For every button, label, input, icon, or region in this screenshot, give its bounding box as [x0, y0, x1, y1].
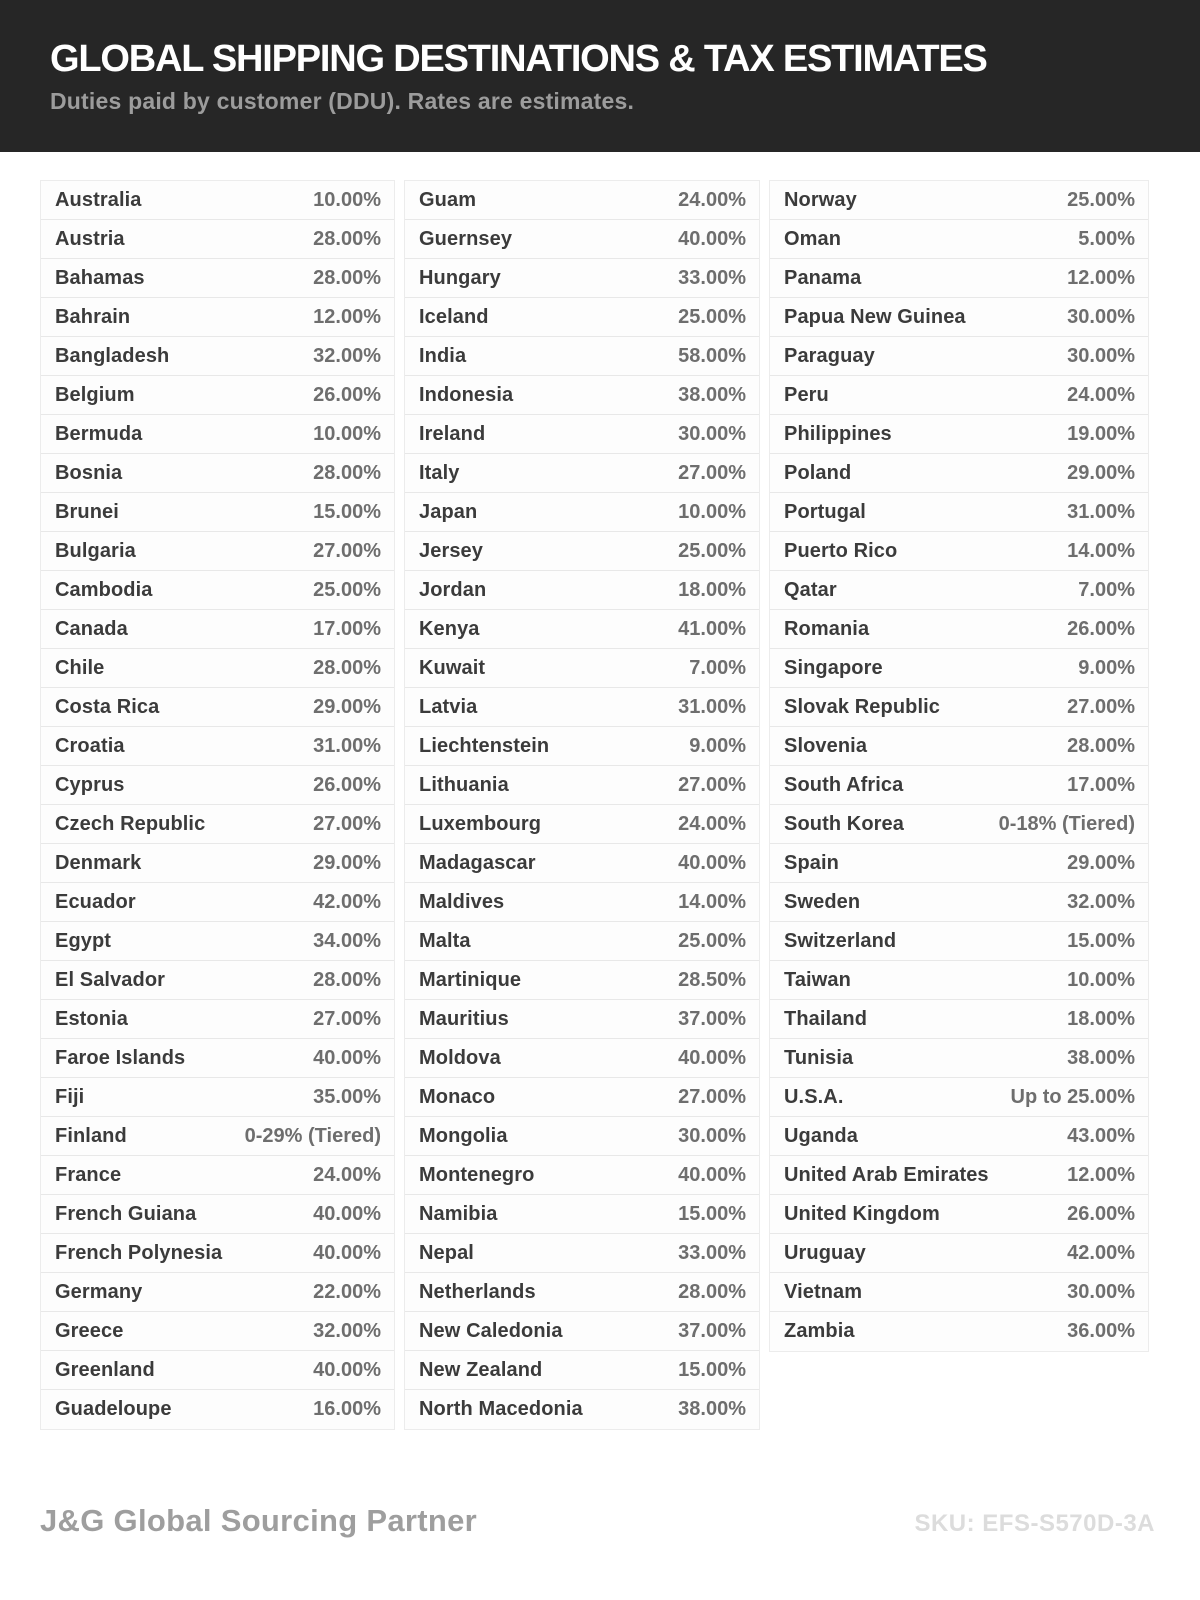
- tax-rate-value: 29.00%: [313, 695, 381, 718]
- country-name: Romania: [784, 617, 870, 640]
- country-name: Fiji: [55, 1085, 85, 1108]
- country-name: Oman: [784, 227, 842, 250]
- country-name: El Salvador: [55, 968, 166, 991]
- country-name: Croatia: [55, 734, 125, 757]
- rate-row: [41, 259, 394, 298]
- tax-rate-value: 30.00%: [678, 1124, 746, 1147]
- country-name: Poland: [784, 461, 852, 484]
- rate-row: [770, 727, 1148, 766]
- rate-row: [41, 415, 394, 454]
- country-name: Ecuador: [55, 890, 136, 913]
- country-name: Malta: [419, 929, 471, 952]
- country-name: French Polynesia: [55, 1241, 223, 1264]
- rate-row: [770, 493, 1148, 532]
- rate-row: [770, 376, 1148, 415]
- tax-rate-value: 27.00%: [678, 461, 746, 484]
- country-name: Peru: [784, 383, 829, 406]
- country-name: Nepal: [419, 1241, 474, 1264]
- rate-row: [41, 727, 394, 766]
- country-name: Germany: [55, 1280, 143, 1303]
- rate-row: [405, 883, 759, 922]
- tax-rate-value: 33.00%: [678, 266, 746, 289]
- page-title: GLOBAL SHIPPING DESTINATIONS & TAX ESTIMATES: [50, 37, 987, 80]
- rate-row: [405, 1312, 759, 1351]
- tax-rate-value: 43.00%: [1067, 1124, 1135, 1147]
- tax-rate-value: 42.00%: [313, 890, 381, 913]
- tax-rate-value: 32.00%: [1067, 890, 1135, 913]
- tax-rate-value: 14.00%: [678, 890, 746, 913]
- tax-rate-value: 31.00%: [1067, 500, 1135, 523]
- tax-rate-value: 28.00%: [313, 227, 381, 250]
- rate-row: [770, 1000, 1148, 1039]
- tax-rate-value: 37.00%: [678, 1319, 746, 1342]
- tax-rate-value: 32.00%: [313, 1319, 381, 1342]
- rate-row: [770, 1195, 1148, 1234]
- tax-rate-value: 24.00%: [313, 1163, 381, 1186]
- rate-row: [405, 415, 759, 454]
- rate-row: [770, 1273, 1148, 1312]
- rate-row: [770, 1117, 1148, 1156]
- tax-rate-value: 33.00%: [678, 1241, 746, 1264]
- rate-row: [405, 727, 759, 766]
- tax-rate-value: 34.00%: [313, 929, 381, 952]
- rate-row: [41, 1000, 394, 1039]
- tax-rate-value: 27.00%: [678, 1085, 746, 1108]
- country-name: Latvia: [419, 695, 478, 718]
- country-name: Bulgaria: [55, 539, 136, 562]
- tax-rate-value: 40.00%: [678, 851, 746, 874]
- country-name: Bahrain: [55, 305, 131, 328]
- rate-row: [770, 220, 1148, 259]
- rate-row: [41, 1156, 394, 1195]
- rate-row: [405, 649, 759, 688]
- country-name: Japan: [419, 500, 478, 523]
- country-name: Puerto Rico: [784, 539, 898, 562]
- country-name: New Zealand: [419, 1358, 543, 1381]
- rate-column-3: [769, 180, 1149, 1352]
- rate-row: [41, 1117, 394, 1156]
- rate-row: [770, 1078, 1148, 1117]
- rate-row: [41, 883, 394, 922]
- tax-rate-value: 30.00%: [1067, 344, 1135, 367]
- tax-rate-value: 24.00%: [678, 812, 746, 835]
- tax-rate-value: 40.00%: [313, 1046, 381, 1069]
- rate-row: [405, 1000, 759, 1039]
- tax-rate-value: 7.00%: [1078, 578, 1135, 601]
- tax-rate-value: 18.00%: [1067, 1007, 1135, 1030]
- brand-name: J&G Global Sourcing Partner: [40, 1503, 478, 1538]
- tax-rate-value: 40.00%: [678, 1163, 746, 1186]
- tax-rate-value: 29.00%: [1067, 461, 1135, 484]
- tax-rate-value: 30.00%: [1067, 305, 1135, 328]
- rate-row: [405, 259, 759, 298]
- rate-row: [41, 1312, 394, 1351]
- country-name: Greece: [55, 1319, 124, 1342]
- rate-row: [41, 298, 394, 337]
- country-name: Sweden: [784, 890, 861, 913]
- rate-row: [405, 493, 759, 532]
- tax-rate-value: 0-18% (Tiered): [998, 812, 1135, 835]
- rate-row: [770, 649, 1148, 688]
- tax-rate-value: Up to 25.00%: [1010, 1085, 1135, 1108]
- country-name: Mongolia: [419, 1124, 508, 1147]
- rate-row: [405, 1351, 759, 1390]
- country-name: Iceland: [419, 305, 489, 328]
- rate-row: [770, 766, 1148, 805]
- rate-row: [770, 571, 1148, 610]
- country-name: Guam: [419, 188, 477, 211]
- country-name: Egypt: [55, 929, 112, 952]
- country-name: Austria: [55, 227, 125, 250]
- rate-row: [405, 337, 759, 376]
- rate-row: [770, 961, 1148, 1000]
- rate-row: [41, 454, 394, 493]
- tax-rate-value: 26.00%: [313, 383, 381, 406]
- tax-rate-value: 12.00%: [313, 305, 381, 328]
- country-name: Kuwait: [419, 656, 486, 679]
- country-name: Lithuania: [419, 773, 509, 796]
- country-name: Namibia: [419, 1202, 498, 1225]
- tax-rate-value: 29.00%: [1067, 851, 1135, 874]
- country-name: Brunei: [55, 500, 119, 523]
- tax-rate-value: 27.00%: [678, 773, 746, 796]
- rate-row: [770, 259, 1148, 298]
- tax-rate-value: 12.00%: [1067, 266, 1135, 289]
- country-name: Zambia: [784, 1320, 855, 1342]
- rate-row: [405, 922, 759, 961]
- tax-rate-value: 26.00%: [313, 773, 381, 796]
- country-name: Netherlands: [419, 1280, 536, 1303]
- tax-rate-value: 25.00%: [678, 929, 746, 952]
- rate-row: [770, 922, 1148, 961]
- country-name: French Guiana: [55, 1202, 197, 1225]
- rate-row: [405, 1156, 759, 1195]
- country-name: India: [419, 344, 467, 367]
- tax-rate-value: 40.00%: [678, 1046, 746, 1069]
- country-name: Portugal: [784, 500, 866, 523]
- country-name: Cyprus: [55, 773, 125, 796]
- tax-rate-value: 25.00%: [313, 578, 381, 601]
- tax-rate-value: 28.00%: [1067, 734, 1135, 757]
- tax-rate-value: 27.00%: [313, 812, 381, 835]
- tax-rate-value: 25.00%: [678, 305, 746, 328]
- rate-row: [41, 1390, 394, 1429]
- tax-rate-value: 10.00%: [313, 422, 381, 445]
- rate-row: [770, 610, 1148, 649]
- tax-rate-value: 38.00%: [1067, 1046, 1135, 1069]
- tax-rate-value: 10.00%: [1067, 968, 1135, 991]
- country-name: Finland: [55, 1124, 127, 1147]
- tax-rate-value: 35.00%: [313, 1085, 381, 1108]
- country-name: Greenland: [55, 1358, 155, 1381]
- country-name: South Africa: [784, 773, 904, 796]
- country-name: Chile: [55, 656, 105, 679]
- country-name: Papua New Guinea: [784, 305, 966, 328]
- tax-rate-value: 58.00%: [678, 344, 746, 367]
- rate-row: [41, 922, 394, 961]
- rate-row: [770, 688, 1148, 727]
- rate-row: [770, 1234, 1148, 1273]
- country-name: Denmark: [55, 851, 142, 874]
- tax-rate-value: 19.00%: [1067, 422, 1135, 445]
- rate-row: [405, 454, 759, 493]
- tax-rate-value: 26.00%: [1067, 617, 1135, 640]
- rate-row: [41, 1234, 394, 1273]
- rate-row: [405, 181, 759, 220]
- tax-rate-value: 7.00%: [689, 656, 746, 679]
- tax-rate-value: 15.00%: [313, 500, 381, 523]
- tax-rate-value: 27.00%: [1067, 695, 1135, 718]
- rate-column-1: [40, 180, 395, 1430]
- header-banner: [0, 0, 1200, 152]
- tax-rate-value: 28.00%: [678, 1280, 746, 1303]
- country-name: South Korea: [784, 812, 904, 835]
- tax-rate-value: 29.00%: [313, 851, 381, 874]
- rate-row: [405, 298, 759, 337]
- rate-row: [41, 1078, 394, 1117]
- country-name: Liechtenstein: [419, 734, 550, 757]
- rate-row: [41, 688, 394, 727]
- tax-rate-value: 40.00%: [313, 1202, 381, 1225]
- rate-row: [405, 220, 759, 259]
- tax-rate-value: 14.00%: [1067, 539, 1135, 562]
- country-name: Thailand: [784, 1007, 868, 1030]
- rate-row: [770, 805, 1148, 844]
- country-name: Tunisia: [784, 1046, 854, 1069]
- country-name: Bosnia: [55, 461, 123, 484]
- rate-column-2: [404, 180, 760, 1430]
- rate-row: [770, 1039, 1148, 1078]
- sku-label: SKU: EFS-S570D-3A: [914, 1510, 1155, 1537]
- rate-row: [41, 337, 394, 376]
- tax-rate-value: 30.00%: [1067, 1280, 1135, 1303]
- rate-row: [770, 1312, 1148, 1351]
- tax-rate-value: 28.00%: [313, 656, 381, 679]
- country-name: U.S.A.: [784, 1085, 844, 1108]
- tax-rate-value: 27.00%: [313, 539, 381, 562]
- country-name: Taiwan: [784, 968, 851, 991]
- rate-row: [770, 454, 1148, 493]
- rate-row: [405, 844, 759, 883]
- rate-row: [405, 1117, 759, 1156]
- rate-row: [41, 766, 394, 805]
- country-name: New Caledonia: [419, 1319, 563, 1342]
- tax-rate-value: 40.00%: [313, 1358, 381, 1381]
- rate-row: [405, 805, 759, 844]
- rate-row: [41, 961, 394, 1000]
- rate-row: [405, 1195, 759, 1234]
- rate-row: [405, 376, 759, 415]
- country-name: Martinique: [419, 968, 522, 991]
- country-name: Uruguay: [784, 1241, 866, 1264]
- tax-rate-value: 27.00%: [313, 1007, 381, 1030]
- page-subtitle: Duties paid by customer (DDU). Rates are estimates.: [50, 87, 635, 114]
- tax-rate-value: 25.00%: [678, 539, 746, 562]
- country-name: Belgium: [55, 383, 135, 406]
- country-name: Australia: [55, 188, 142, 211]
- tax-rate-value: 25.00%: [1067, 188, 1135, 211]
- country-name: Costa Rica: [55, 695, 160, 718]
- rate-row: [41, 571, 394, 610]
- country-name: Uganda: [784, 1124, 858, 1147]
- rate-row: [41, 1039, 394, 1078]
- rate-row: [41, 610, 394, 649]
- rate-row: [41, 1195, 394, 1234]
- tax-rate-value: 32.00%: [313, 344, 381, 367]
- tax-rate-value: 17.00%: [1067, 773, 1135, 796]
- rate-row: [405, 688, 759, 727]
- tax-rate-value: 16.00%: [313, 1398, 381, 1420]
- tax-rate-value: 15.00%: [678, 1358, 746, 1381]
- tax-rate-value: 10.00%: [678, 500, 746, 523]
- country-name: Luxembourg: [419, 812, 542, 835]
- tax-rate-value: 38.00%: [678, 1398, 746, 1420]
- country-name: Jordan: [419, 578, 487, 601]
- tax-rate-value: 18.00%: [678, 578, 746, 601]
- rate-row: [41, 532, 394, 571]
- country-name: Slovenia: [784, 734, 868, 757]
- country-name: France: [55, 1163, 122, 1186]
- country-name: Norway: [784, 188, 857, 211]
- tax-rate-value: 42.00%: [1067, 1241, 1135, 1264]
- tax-rate-value: 38.00%: [678, 383, 746, 406]
- country-name: Indonesia: [419, 383, 514, 406]
- rate-row: [41, 1273, 394, 1312]
- country-name: Philippines: [784, 422, 892, 445]
- country-name: Mauritius: [419, 1007, 509, 1030]
- tax-rate-value: 17.00%: [313, 617, 381, 640]
- tax-rate-value: 9.00%: [1078, 656, 1135, 679]
- tax-rate-value: 28.50%: [678, 968, 746, 991]
- country-name: North Macedonia: [419, 1398, 583, 1420]
- country-name: Hungary: [419, 266, 501, 289]
- rate-row: [770, 532, 1148, 571]
- country-name: Bahamas: [55, 266, 145, 289]
- tax-rate-value: 5.00%: [1078, 227, 1135, 250]
- country-name: Spain: [784, 851, 839, 874]
- tax-rate-value: 12.00%: [1067, 1163, 1135, 1186]
- tax-rate-value: 22.00%: [313, 1280, 381, 1303]
- tax-rate-value: 36.00%: [1067, 1320, 1135, 1342]
- tax-rate-value: 9.00%: [689, 734, 746, 757]
- rate-row: [770, 1156, 1148, 1195]
- country-name: Maldives: [419, 890, 505, 913]
- rate-row: [41, 181, 394, 220]
- country-name: Guernsey: [419, 227, 513, 250]
- tax-rate-value: 28.00%: [313, 266, 381, 289]
- country-name: Kenya: [419, 617, 480, 640]
- country-name: Bermuda: [55, 422, 143, 445]
- rate-row: [405, 532, 759, 571]
- rate-row: [405, 571, 759, 610]
- country-name: Faroe Islands: [55, 1046, 186, 1069]
- rate-row: [41, 493, 394, 532]
- rate-row: [770, 844, 1148, 883]
- rate-row: [405, 1234, 759, 1273]
- country-name: Vietnam: [784, 1280, 863, 1303]
- tax-rate-value: 31.00%: [313, 734, 381, 757]
- tax-rate-value: 26.00%: [1067, 1202, 1135, 1225]
- country-name: Moldova: [419, 1046, 501, 1069]
- tax-rate-value: 24.00%: [678, 188, 746, 211]
- rate-row: [405, 1078, 759, 1117]
- country-name: Jersey: [419, 539, 483, 562]
- rate-row: [405, 1273, 759, 1312]
- country-name: Bangladesh: [55, 344, 170, 367]
- tax-rate-value: 0-29% (Tiered): [244, 1124, 381, 1147]
- tax-rate-value: 40.00%: [313, 1241, 381, 1264]
- country-name: Panama: [784, 266, 862, 289]
- country-name: United Kingdom: [784, 1202, 940, 1225]
- tax-rate-value: 31.00%: [678, 695, 746, 718]
- rate-row: [41, 220, 394, 259]
- country-name: United Arab Emirates: [784, 1163, 989, 1186]
- rate-row: [770, 298, 1148, 337]
- rate-row: [770, 337, 1148, 376]
- rate-row: [770, 883, 1148, 922]
- country-name: Canada: [55, 617, 128, 640]
- rate-row: [405, 766, 759, 805]
- footer: [40, 1503, 1155, 1539]
- rate-row: [405, 1390, 759, 1429]
- rate-row: [41, 805, 394, 844]
- rate-row: [41, 844, 394, 883]
- rate-row: [770, 181, 1148, 220]
- tax-rate-value: 10.00%: [313, 188, 381, 211]
- tax-rate-value: 30.00%: [678, 422, 746, 445]
- country-name: Qatar: [784, 578, 837, 601]
- country-name: Madagascar: [419, 851, 536, 874]
- country-name: Cambodia: [55, 578, 153, 601]
- country-name: Ireland: [419, 422, 486, 445]
- rate-row: [405, 1039, 759, 1078]
- country-name: Czech Republic: [55, 812, 206, 835]
- country-name: Slovak Republic: [784, 695, 940, 718]
- tax-rate-value: 28.00%: [313, 968, 381, 991]
- tax-rate-table: [40, 180, 1150, 1430]
- country-name: Paraguay: [784, 344, 875, 367]
- tax-rate-value: 24.00%: [1067, 383, 1135, 406]
- tax-rate-value: 15.00%: [1067, 929, 1135, 952]
- rate-row: [41, 1351, 394, 1390]
- country-name: Montenegro: [419, 1163, 535, 1186]
- country-name: Guadeloupe: [55, 1398, 172, 1420]
- tax-rate-value: 15.00%: [678, 1202, 746, 1225]
- country-name: Estonia: [55, 1007, 128, 1030]
- rate-row: [41, 376, 394, 415]
- country-name: Monaco: [419, 1085, 496, 1108]
- rate-row: [405, 610, 759, 649]
- country-name: Switzerland: [784, 929, 897, 952]
- tax-rate-value: 40.00%: [678, 227, 746, 250]
- country-name: Italy: [419, 461, 460, 484]
- tax-rate-value: 41.00%: [678, 617, 746, 640]
- rate-row: [405, 961, 759, 1000]
- rate-row: [770, 415, 1148, 454]
- rate-row: [41, 649, 394, 688]
- country-name: Singapore: [784, 656, 883, 679]
- tax-rate-value: 37.00%: [678, 1007, 746, 1030]
- tax-rate-value: 28.00%: [313, 461, 381, 484]
